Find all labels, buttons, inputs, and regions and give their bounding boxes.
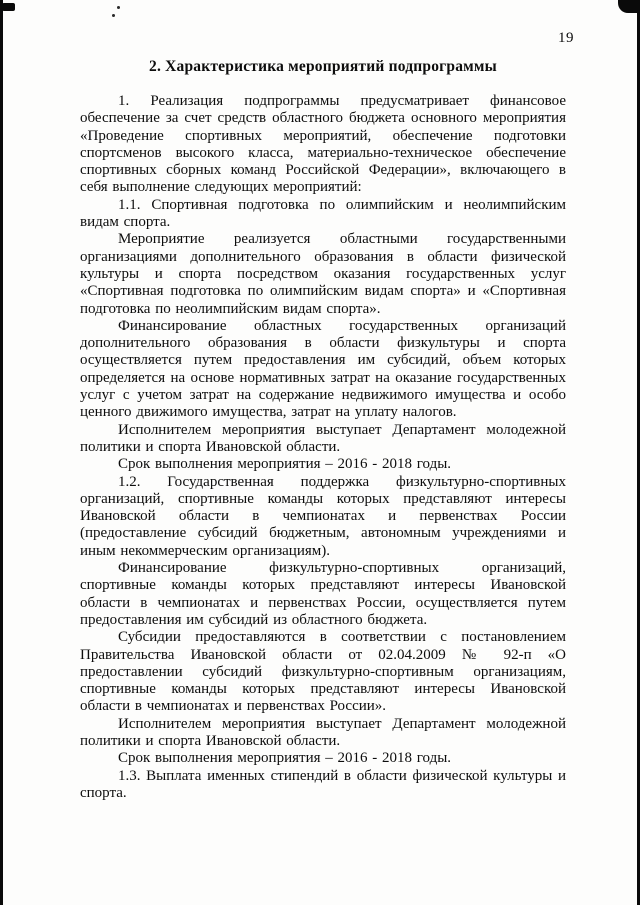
paragraph-11: Срок выполнения мероприятия – 2016 - 2018 годы.: [118, 750, 452, 767]
section-title: 2. Характеристика мероприятий подпрограммы: [149, 58, 497, 75]
scan-artifact-dot: [112, 14, 115, 17]
scan-artifact-left-edge: [0, 0, 3, 905]
scan-artifact-top-right-corner: [618, 0, 640, 13]
paragraph-06: Срок выполнения мероприятия – 2016 - 2018 годы.: [118, 456, 452, 473]
paragraph-02: 1.1. Спортивная подготовка по олимпийским и неолимпийским видам спорта.: [80, 196, 566, 231]
document-body: [80, 58, 566, 802]
paragraph-09: Субсидии предоставляются в соответствии с постановлением Правительства Ивановской области от 02.04.2009 № 92-п «О предоставлении субсидий физкультурно-спортивным организациям, спортивные команды которых представляют интересы Ивановской области в чемпионатах и первенствах России».: [80, 629, 566, 715]
paragraph-03: Мероприятие реализуется областными государственными организациями дополнительного образования в области физической культуры и спорта посредством оказания государственных услуг «Спортивная подготовка по олимпийским видам спорта» и «Спортивная подготовка по неолимпийским видам спорта».: [80, 231, 566, 317]
paragraph-01: 1. Реализация подпрограммы предусматривает финансовое обеспечение за счет средств областного бюджета основного мероприятия «Проведение спортивных мероприятий, обеспечение подготовки спортсменов высокого класса, материально-техническое обеспечение спортивных сборных команд Российской Федерации», включающего в себя выполнение следующих мероприятий:: [80, 93, 566, 196]
scan-artifact-top-left-mark: [2, 3, 15, 11]
paragraph-10: Исполнителем мероприятия выступает Департамент молодежной политики и спорта Ивановской области.: [80, 715, 566, 749]
paragraph-05: Исполнителем мероприятия выступает Департамент молодежной политики и спорта Ивановской области.: [80, 421, 566, 455]
paragraph-08: Финансирование физкультурно-спортивных организаций, спортивные команды которых представляют интересы Ивановской области в чемпионатах и первенствах России, осуществляется путем предоставления им субсидий из областного бюджета.: [80, 560, 566, 628]
paragraph-07: 1.2. Государственная поддержка физкультурно-спортивных организаций, спортивные команды которых представляют интересы Ивановской области в чемпионатах и первенствах России (предоставление субсидий бюджетным, автономным учреждениями и иным некоммерческим организациям).: [80, 473, 566, 559]
paragraph-12: 1.3. Выплата именных стипендий в области физической культуры и спорта.: [80, 767, 566, 801]
scan-artifact-dot: [117, 6, 120, 9]
paragraph-04: Финансирование областных государственных организаций дополнительного образования в области физкультуры и спорта осуществляется путем предоставления им субсидий, объем которых определяется на основе нормативных затрат на оказание государственных услуг с учетом затрат на содержание недвижимого имущества и особо ценного движимого имущества, затрат на уплату налогов.: [80, 317, 566, 421]
page-number: 19: [558, 30, 574, 46]
